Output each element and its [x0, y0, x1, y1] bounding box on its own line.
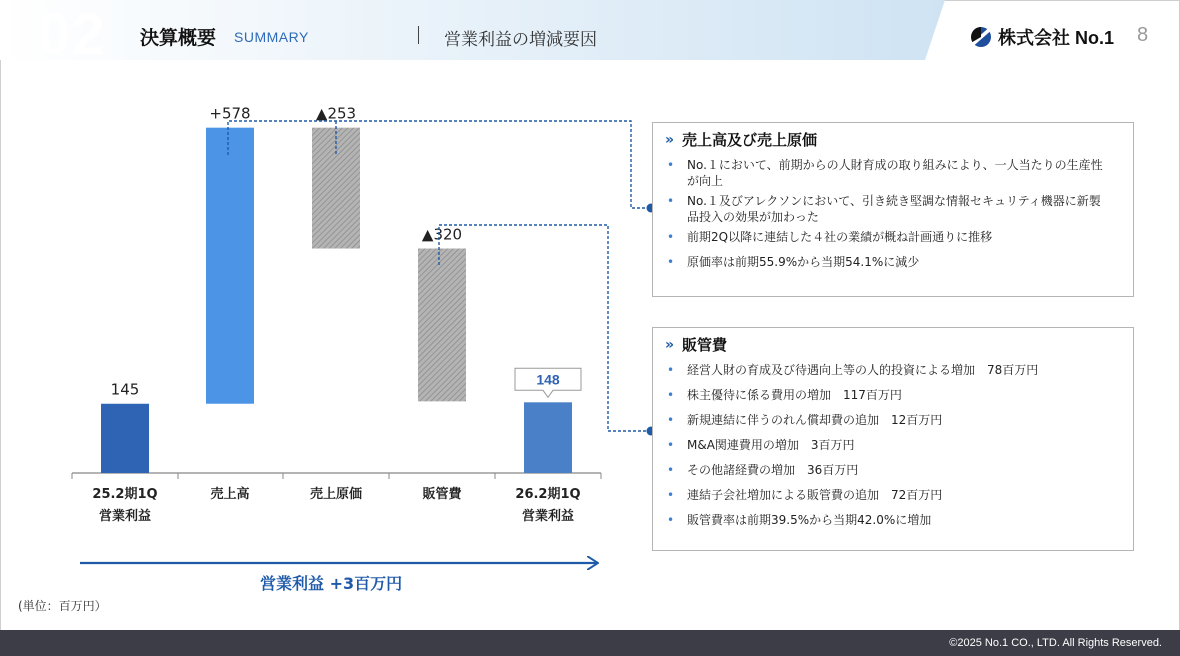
bullet-icon: • [667, 230, 675, 244]
value-label: +578 [209, 104, 251, 123]
list-item [667, 229, 1112, 245]
connector-sales [228, 121, 651, 208]
category-label [281, 484, 391, 506]
bullet-icon: • [667, 413, 675, 427]
list-item [667, 462, 1112, 478]
sales-cost-box [652, 122, 1134, 297]
value-label: 148 [536, 371, 560, 388]
list-item [667, 157, 1112, 189]
category-label [70, 484, 180, 528]
list-item [667, 412, 1112, 428]
page-number: 8 [1137, 24, 1149, 46]
list-item-text: 株主優待に係る費用の増加 117百万円 [687, 388, 902, 402]
category-label [175, 484, 285, 506]
value-label: 145 [110, 380, 140, 399]
unit-label: (単位：百万円） [18, 599, 107, 613]
bar-total [524, 402, 572, 473]
list-item-text: 前期2Q以降に連結した４社の業績が概ね計画通りに推移 [687, 230, 993, 244]
list-item-text: その他諸経費の増加 36百万円 [687, 463, 859, 477]
category-label-line: 26.2期1Q [515, 487, 581, 502]
bullet-icon: • [667, 388, 675, 402]
list-item-text: 経営人財の育成及び待遇向上等の人的投資による増加 78百万円 [687, 363, 1039, 377]
bar-total [101, 404, 149, 473]
profit-change-caption: 営業利益 +3百万円 [260, 574, 403, 593]
list-item [667, 193, 1112, 225]
section-number: 02 [38, 2, 107, 67]
value-label: ▲320 [421, 225, 463, 244]
company-name: 株式会社 No.1 [998, 28, 1115, 48]
category-label-line: 営業利益 [521, 509, 574, 524]
double-chevron-icon: » [665, 336, 675, 353]
bullet-icon: • [667, 255, 675, 269]
bar-decrease [418, 249, 466, 402]
bar-increase [206, 128, 254, 404]
sales-cost-title-text: 売上高及び売上原価 [682, 131, 818, 149]
category-label-line: 営業利益 [98, 509, 151, 524]
bullet-icon: • [667, 488, 675, 502]
double-chevron-icon: » [665, 131, 675, 148]
category-label [493, 484, 603, 528]
list-item-text: 連結子会社増加による販管費の追加 72百万円 [687, 488, 943, 502]
bar-decrease [312, 128, 360, 249]
sga-list [667, 362, 1112, 537]
list-item-text: 原価率は前期55.9%から当期54.1%に減少 [687, 255, 920, 269]
bullet-icon: • [667, 463, 675, 477]
list-item [667, 437, 1112, 453]
sales-cost-list [667, 157, 1112, 279]
sga-title-text: 販管費 [682, 336, 728, 354]
section-subtitle: SUMMARY [234, 29, 309, 45]
list-item-text: No.１において、前期からの人財育成の取り組みにより、一人当たりの生産性が向上 [687, 158, 1103, 188]
bullet-icon: • [667, 158, 675, 172]
list-item [667, 362, 1112, 378]
list-item [667, 512, 1112, 528]
category-label-line: 販管費 [422, 487, 462, 502]
list-item-text: 販管費率は前期39.5%から当期42.0%に増加 [687, 513, 932, 527]
bullet-icon: • [667, 513, 675, 527]
category-label-line: 売上高 [210, 487, 250, 502]
bullet-icon: • [667, 194, 675, 208]
category-label [387, 484, 497, 506]
sga-box-title [665, 334, 727, 355]
list-item [667, 387, 1112, 403]
section-title: 決算概要 [140, 27, 217, 49]
page-topic: 営業利益の増減要因 [444, 30, 597, 50]
list-item-text: 新規連結に伴うのれん償却費の追加 12百万円 [687, 413, 943, 427]
list-item [667, 487, 1112, 503]
value-label: ▲253 [315, 104, 357, 123]
category-label-line: 25.2期1Q [92, 487, 158, 502]
footer-bar [0, 630, 1180, 656]
list-item [667, 254, 1112, 270]
category-label-line: 売上原価 [309, 487, 362, 502]
sales-cost-box-title [665, 129, 817, 150]
list-item-text: M&A関連費用の増加 3百万円 [687, 438, 855, 452]
bullet-icon: • [667, 363, 675, 377]
sga-box [652, 327, 1134, 551]
bullet-icon: • [667, 438, 675, 452]
copyright: ©2025 No.1 CO., LTD. All Rights Reserved. [949, 637, 1162, 649]
list-item-text: No.１及びアレクソンにおいて、引き続き堅調な情報セキュリティ機器に新製品投入の効果が加わった [687, 194, 1101, 224]
connector-sga [439, 225, 651, 431]
